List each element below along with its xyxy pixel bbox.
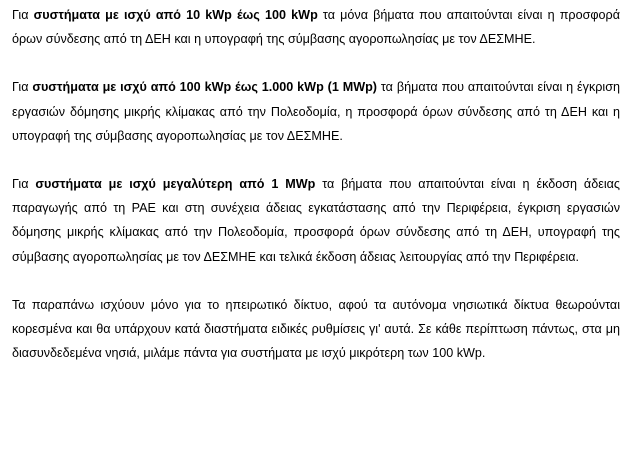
paragraph-islands-note: [12, 293, 620, 366]
paragraph-medium-systems: [12, 75, 620, 148]
paragraph-large-systems: [12, 172, 620, 269]
paragraph-text: τα βήματα που απαιτούνται είναι η έκδοση άδειας παραγωγής από τη ΡΑΕ και στη συνέχεια άδειας εγκατάστασης από την Περιφέρεια, έγκριση εργασιών δόμησης μικρής κλίμακας από την Πολεοδομία, προσφορά όρων σύνδεσης από τη ΔΕΗ, υπογραφή της σύμβασης αγοροπωλησίας με τον ΔΕΣΜΗΕ και τελικά έκδοση άδειας λειτουργίας από την Περιφέρεια.: [12, 177, 620, 264]
power-range-heading: συστήματα με ισχύ μεγαλύτερη από 1 MWp: [35, 177, 316, 192]
paragraph-text: Τα παραπάνω ισχύουν μόνο για το ηπειρωτικό δίκτυο, αφού τα αυτόνομα νησιωτικά δίκτυα θεωρούνται κορεσμένα και θα υπάρχουν κατά διαστήματα ειδικές ρυθμίσεις γι' αυτά. Σε κάθε περίπτωση πάντως, στα μη διασυνδεδεμένα νησιά, μιλάμε πάντα για συστήματα με ισχύ μικρότερη των 100 kWp.: [12, 297, 620, 361]
paragraph-text: Για: [12, 177, 36, 192]
paragraph-text: τα βήματα που απαιτούνται είναι η έγκριση εργασιών δόμησης μικρής κλίμακας από την Πολεοδομία, η προσφορά όρων σύνδεσης από τη ΔΕΗ και η υπογραφή της σύμβασης αγοροπωλησίας με τον ΔΕΣΜΗΕ.: [12, 80, 620, 143]
power-range-heading: συστήματα με ισχύ από 100 kWp έως 1.000 kWp (1 MWp): [32, 80, 377, 95]
power-range-heading: συστήματα με ισχύ από 10 kWp έως 100 kWp: [33, 8, 318, 22]
paragraph-text: τα μόνα βήματα που απαιτούνται είναι η προσφορά όρων σύνδεσης από τη ΔΕΗ και η υπογραφή της σύμβασης αγοροπωλησίας με τον ΔΕΣΜΗΕ.: [12, 8, 620, 47]
document-body: [12, 3, 620, 365]
paragraph-text: Για: [12, 8, 34, 22]
paragraph-small-systems: [12, 3, 620, 51]
paragraph-text: Για: [12, 80, 33, 95]
